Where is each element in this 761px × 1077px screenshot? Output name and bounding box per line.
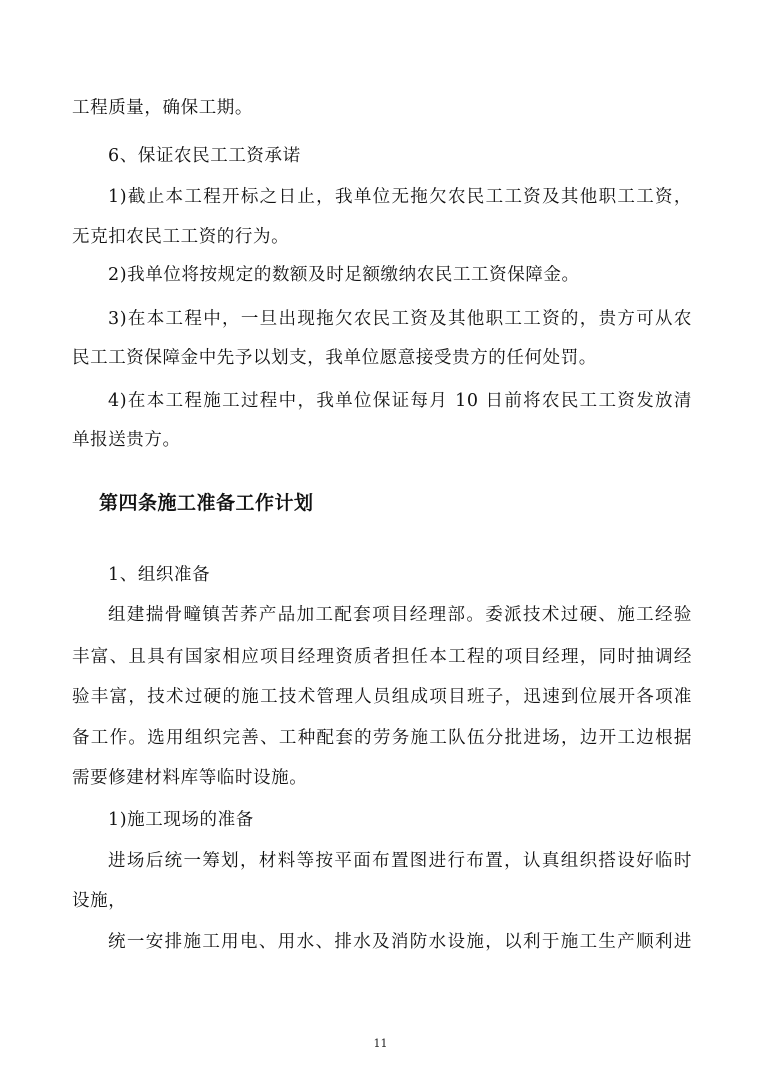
paragraph-line: 需要修建材料库等临时设施。: [72, 768, 308, 788]
paragraph-line: 3)在本工程中，一旦出现拖欠农民工资及其他职工工资的，贵方可从农: [108, 309, 692, 329]
paragraph-line: 统一安排施工用电、用水、排水及消防水设施，以利于施工生产顺利进: [108, 932, 692, 952]
paragraph-line: 组建揣骨疃镇苦荞产品加工配套项目经理部。委派技术过硬、施工经验: [108, 605, 692, 625]
paragraph-line: 4)在本工程施工过程中，我单位保证每月 10 日前将农民工工资发放清: [108, 391, 692, 411]
paragraph-line: 无克扣农民工工资的行为。: [72, 227, 290, 247]
paragraph-line: 丰富、且具有国家相应项目经理资质者担任本工程的项目经理，同时抽调经: [72, 647, 692, 667]
subsection-title-1: 1、组织准备: [108, 565, 211, 585]
subsection-title-site: 1)施工现场的准备: [108, 810, 254, 830]
paragraph-line: 备工作。选用组织完善、工种配套的劳务施工队伍分批进场，边开工边根据: [72, 728, 692, 748]
section-heading: 第四条施工准备工作计划: [99, 492, 314, 514]
subsection-title-6: 6、保证农民工工资承诺: [108, 146, 301, 166]
paragraph-line: 单报送贵方。: [72, 430, 181, 450]
paragraph-line: 工程质量，确保工期。: [72, 98, 253, 118]
paragraph-line: 2)我单位将按规定的数额及时足额缴纳农民工工资保障金。: [108, 265, 580, 285]
paragraph-line: 1)截止本工程开标之日止，我单位无拖欠农民工工资及其他职工工资，: [108, 187, 692, 207]
page-number: 11: [373, 1037, 388, 1050]
paragraph-line: 验丰富，技术过硬的施工技术管理人员组成项目班子，迅速到位展开各项准: [72, 687, 692, 707]
paragraph-line: 民工工资保障金中先予以划支，我单位愿意接受贵方的任何处罚。: [72, 348, 597, 368]
paragraph-line: 设施，: [72, 891, 127, 911]
paragraph-line: 进场后统一筹划，材料等按平面布置图进行布置，认真组织搭设好临时: [108, 851, 692, 871]
